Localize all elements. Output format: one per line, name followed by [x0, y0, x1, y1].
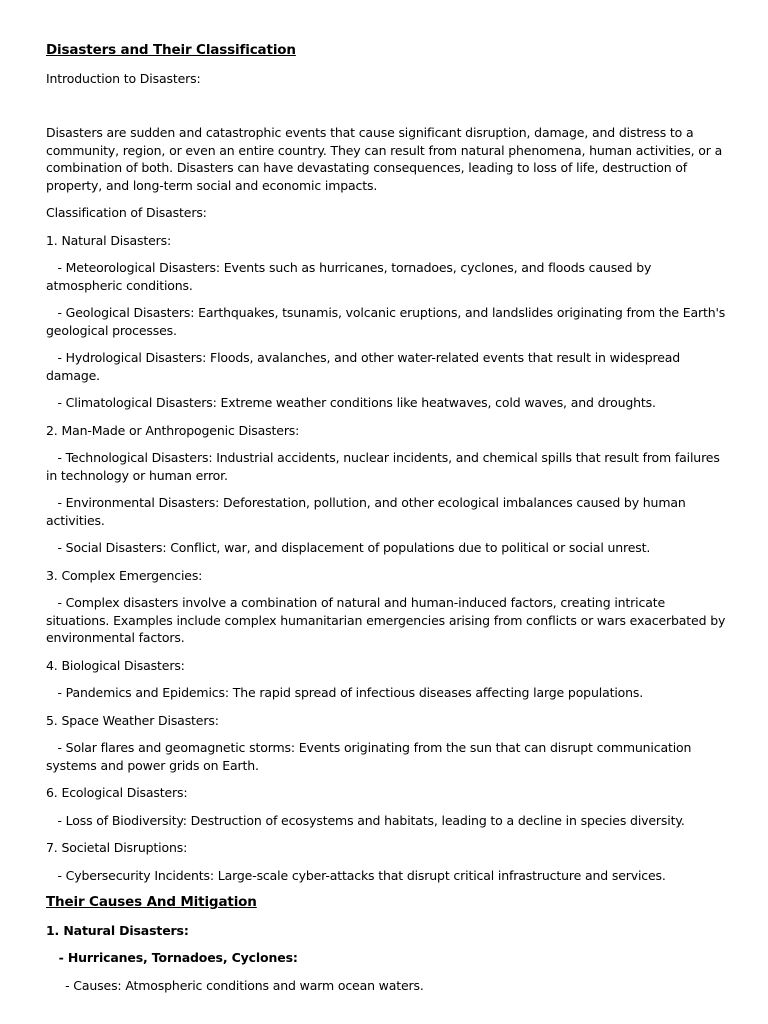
section-item: - Complex disasters involve a combination of natural and human-induced factors, creating intricate situations. Examples include complex humanitarian emergencies arising from conflicts or wars exacerbated by environmental factors. [46, 595, 730, 645]
section-item: - Climatological Disasters: Extreme weather conditions like heatwaves, cold waves, and droughts. [46, 395, 656, 410]
section-heading: 1. Natural Disasters: [46, 232, 172, 248]
section-item: - Cybersecurity Incidents: Large-scale cyber-attacks that disrupt critical infrastructure and services. [46, 867, 666, 883]
causes-item-text: - Causes: Atmospheric conditions and warm ocean waters. [46, 977, 424, 993]
document-title: Disasters and Their Classification [46, 42, 296, 58]
section-heading: 4. Biological Disasters: [46, 657, 185, 673]
section-heading: 2. Man-Made or Anthropogenic Disasters: [46, 422, 300, 438]
intro-heading: Introduction to Disasters: [46, 70, 201, 86]
document-page [46, 42, 730, 1004]
section-heading: 6. Ecological Disasters: [46, 785, 188, 800]
classification-heading: Classification of Disasters: [46, 205, 207, 220]
intro-text: Disasters are sudden and catastrophic events that cause significant disruption, damage, and distress to a community, region, or even an entire country. They can result from natural phenomena, human activities, or a combination of both. Disasters can have devastating consequences, leading to loss of life, destruction of property, and long-term social and economic impacts. [46, 125, 723, 193]
section-item: - Solar flares and geomagnetic storms: Events originating from the sun that can disrupt communication systems and power grids on Earth. [46, 740, 696, 773]
section-item: - Meteorological Disasters: Events such as hurricanes, tornadoes, cyclones, and floods caused by atmospheric conditions. [46, 260, 656, 293]
causes-item-heading: - Hurricanes, Tornadoes, Cyclones: [46, 950, 298, 965]
section-item: - Geological Disasters: Earthquakes, tsunamis, volcanic eruptions, and landslides originating from the Earth's geological processes. [46, 305, 729, 338]
section-heading: 7. Societal Disruptions: [46, 840, 188, 855]
section-item: - Hydrological Disasters: Floods, avalanches, and other water-related events that result in widespread damage. [46, 350, 684, 383]
section-item: - Loss of Biodiversity: Destruction of ecosystems and habitats, leading to a decline in species diversity. [46, 812, 685, 828]
section-item: - Environmental Disasters: Deforestation, pollution, and other ecological imbalances caused by human activities. [46, 495, 690, 528]
causes-heading: Their Causes And Mitigation [46, 894, 257, 910]
section-item: - Pandemics and Epidemics: The rapid spread of infectious diseases affecting large populations. [46, 685, 644, 700]
section-item: - Technological Disasters: Industrial accidents, nuclear incidents, and chemical spills that result from failures in technology or human error. [46, 450, 724, 483]
causes-subheading: 1. Natural Disasters: [46, 922, 189, 938]
section-heading: 3. Complex Emergencies: [46, 567, 203, 583]
section-item: - Social Disasters: Conflict, war, and displacement of populations due to political or social unrest. [46, 540, 651, 555]
section-heading: 5. Space Weather Disasters: [46, 712, 219, 728]
